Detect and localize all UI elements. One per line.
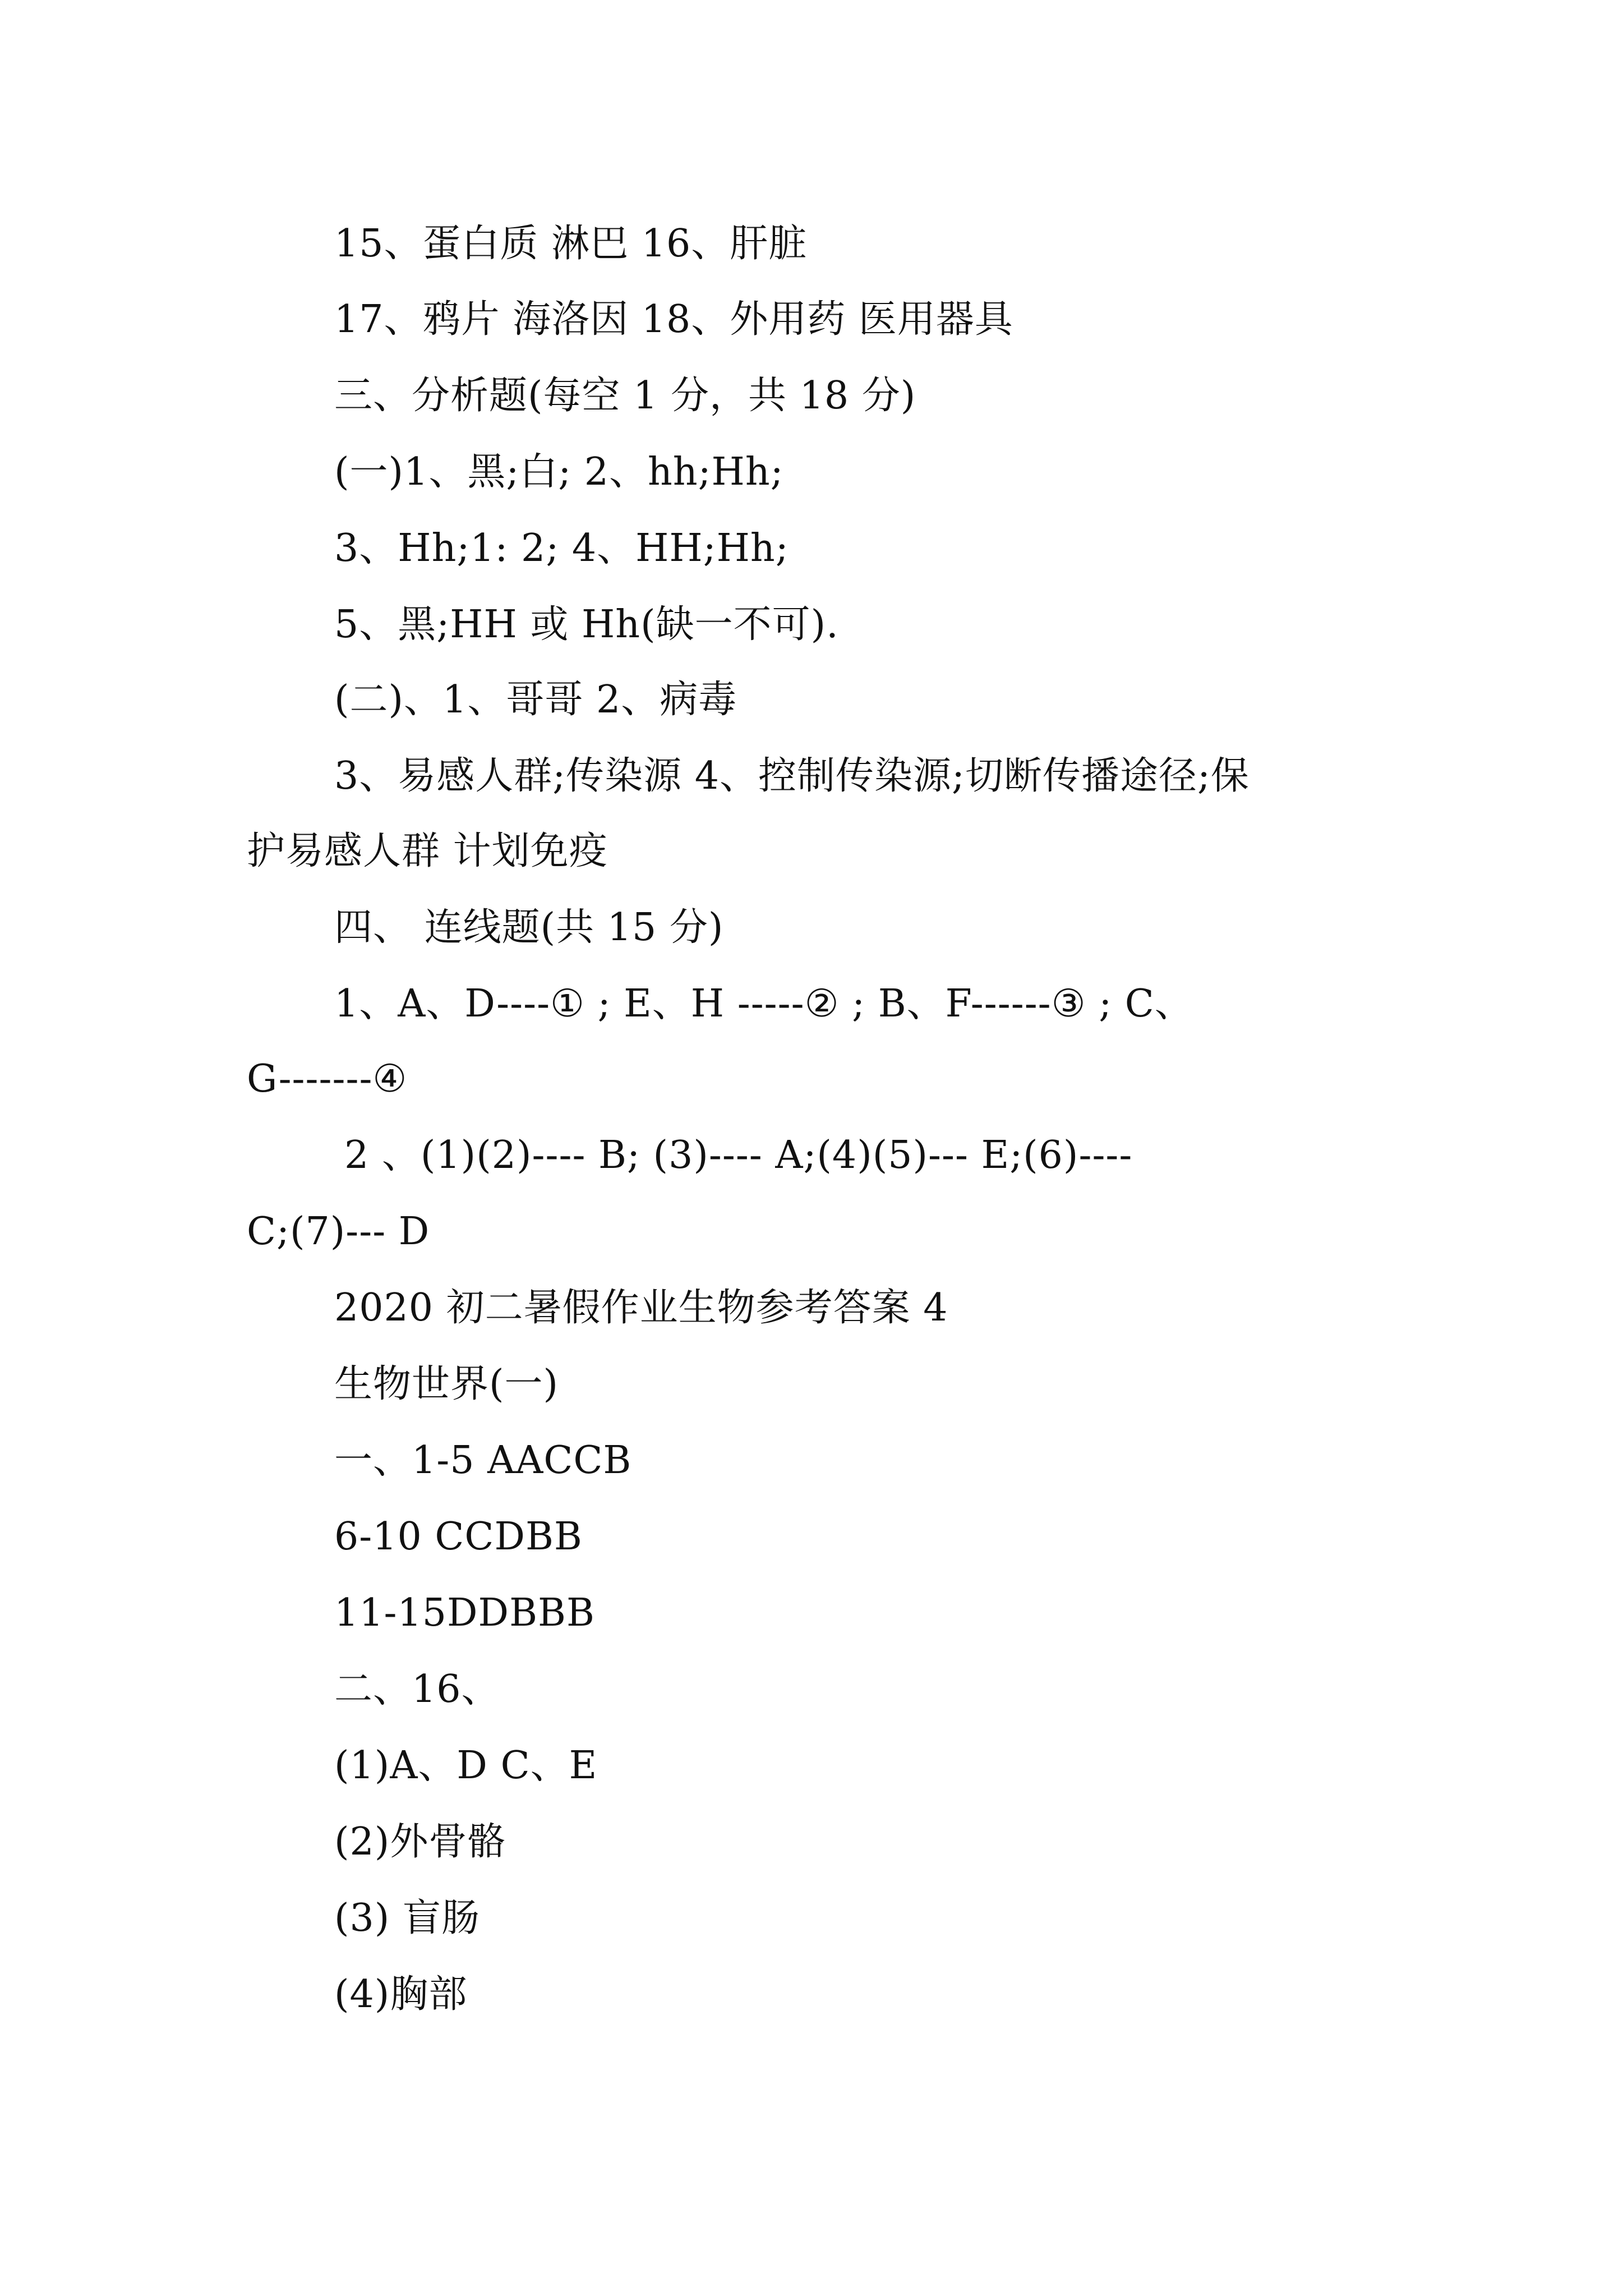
matching-q2-line2: C;(7)--- D	[247, 1209, 430, 1254]
analysis-part1-line2: 3、Hh;1: 2; 4、HH;Hh;	[334, 526, 789, 570]
choice-answers-1-5: 一、1-5 AACCB	[334, 1438, 632, 1483]
section-heading-analysis: 三、分析题(每空 1 分，共 18 分)	[334, 374, 916, 418]
chapter-heading: 生物世界(一)	[334, 1362, 559, 1406]
section-two-q16: 二、16、	[334, 1667, 500, 1711]
analysis-part1-line3: 5、黑;HH 或 Hh(缺一不可).	[334, 602, 839, 647]
matching-q1-line2: G-------④	[247, 1057, 408, 1101]
answer-key-title: 2020 初二暑假作业生物参考答案 4	[334, 1286, 948, 1330]
analysis-part2-line1: (二)、1、哥哥 2、病毒	[334, 678, 737, 722]
matching-q1-line1: 1、A、D----① ; E、H -----② ; B、F------③ ; C、	[334, 982, 1193, 1026]
answer-line-17-18: 17、鸦片 海洛因 18、外用药 医用器具	[334, 297, 1013, 342]
analysis-part1-line1: (一)1、黑;白; 2、hh;Hh;	[334, 450, 784, 494]
matching-q2-line1: 2 、(1)(2)---- B; (3)---- A;(4)(5)--- E;(6)----	[344, 1133, 1133, 1177]
choice-answers-6-10: 6-10 CCDBB	[334, 1515, 583, 1559]
q16-part4: (4)胸部	[334, 1972, 468, 2017]
q16-part2: (2)外骨骼	[334, 1820, 506, 1864]
q16-part1: (1)A、D C、E	[334, 1743, 598, 1788]
choice-answers-11-15: 11-15DDBBB	[334, 1591, 595, 1635]
analysis-part2-line2-cont: 护易感人群 计划免疫	[247, 829, 608, 873]
answer-line-15-16: 15、蛋白质 淋巴 16、肝脏	[334, 222, 808, 266]
analysis-part2-line2: 3、易感人群;传染源 4、控制传染源;切断传播途径;保	[334, 754, 1249, 798]
q16-part3: (3) 盲肠	[334, 1896, 480, 1940]
section-heading-matching: 四、 连线题(共 15 分)	[334, 905, 724, 950]
